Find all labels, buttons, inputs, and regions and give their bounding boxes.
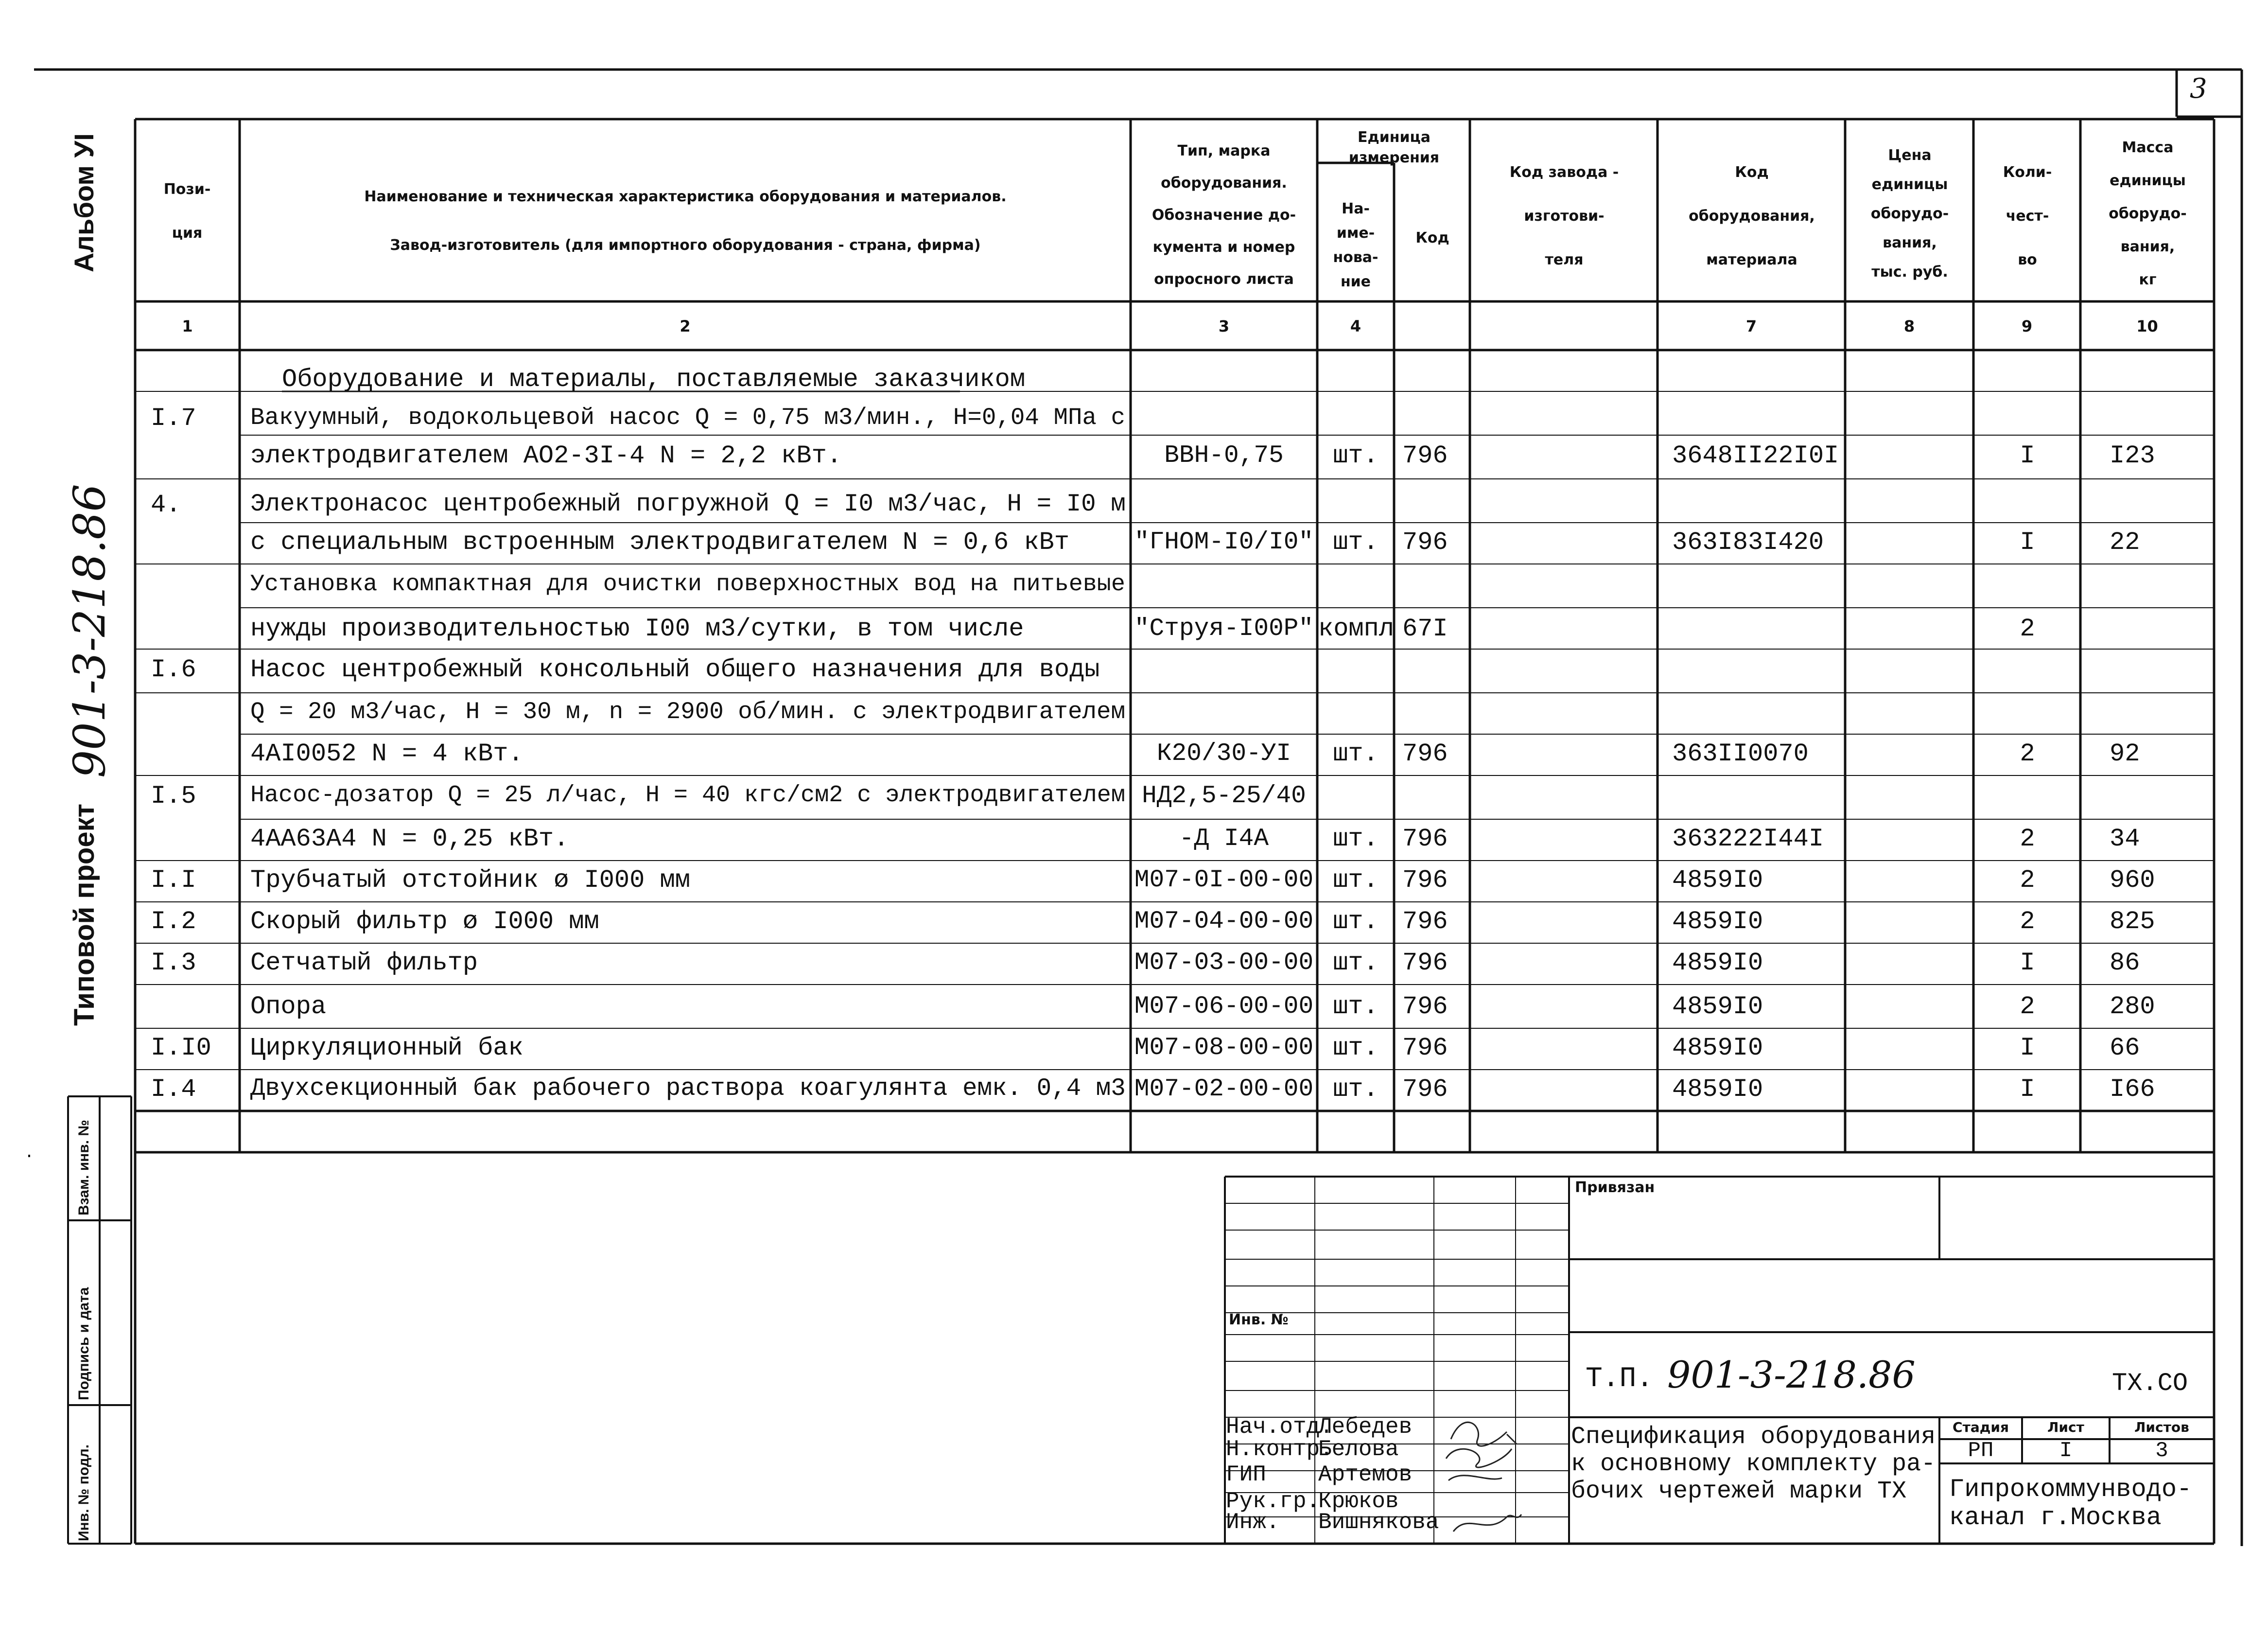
cell-unit: шт. [1333,528,1378,557]
cell-mass: 960 [2110,866,2155,895]
header-text: тыс. руб. [1871,264,1948,281]
cell-mass: 92 [2110,739,2140,768]
cell-qty: 2 [2020,615,2035,643]
organization-line: Гипрокоммунводо- [1949,1475,2192,1504]
cell-name: Вакуумный, водокольцевой насос Q = 0,75 м3/мин., Н=0,04 МПа с [250,404,1125,431]
header-text: оборудо- [2109,205,2187,222]
cell-name: Насос центробежный консольный общего назначения для воды [250,655,1100,684]
stamp-vzam-label: Взам. инв. № [76,1120,92,1215]
cell-unit-code: 796 [1402,825,1448,853]
cell-unit-code: 796 [1402,992,1448,1021]
column-number: 9 [2021,317,2033,335]
cell-type: М07-08-00-00 [1134,1034,1314,1062]
cell-mass: 22 [2110,528,2140,557]
cell-unit: шт. [1333,441,1378,470]
header-text: Коли- [2003,164,2052,181]
sheet-value: I [2059,1439,2073,1463]
cell-position: I.6 [151,655,196,684]
organization [1949,1476,2192,1532]
header-col-price [1846,141,1973,287]
sheets-label: Листов [2134,1419,2189,1435]
cell-unit-code: 67I [1402,615,1448,643]
cell-equip-code: 4859I0 [1672,1075,1763,1104]
section-title: Оборудование и материалы, поставляемые заказчиком [282,365,1026,394]
header-text: На- [1342,200,1370,217]
header-text: Код [1735,164,1769,181]
header-text: опросного листа [1154,271,1294,288]
cell-position: I.2 [151,907,196,936]
signatory-name: Лебедев [1318,1414,1413,1440]
cell-mass: I66 [2110,1075,2155,1104]
cell-type: "ГНОМ-I0/I0" [1134,528,1314,556]
cell-position: I.I [151,866,196,895]
header-text: единицы [1871,176,1948,193]
signatory-role: Нач.отд. [1226,1414,1333,1440]
cell-equip-code: 4859I0 [1672,992,1763,1021]
cell-position: I.3 [151,949,196,977]
header-text: Единица [1358,129,1431,146]
header-col-unit-name [1318,197,1393,294]
cell-unit: компл [1318,615,1395,643]
cell-name: Насос-дозатор Q = 25 л/час, Н = 40 кгс/см2 с электродвигателем [250,782,1125,809]
header-text: Пози- [163,181,211,198]
doc-title-line: Спецификация оборудования [1571,1423,1936,1451]
cell-type: -Д I4А [1179,825,1269,853]
signatory-name: Крюков [1318,1489,1399,1514]
column-number: 3 [1218,317,1230,335]
column-number: 1 [182,317,193,335]
cell-qty: I [2020,441,2035,470]
header-text: чест- [2006,208,2049,225]
cell-equip-code: 4859I0 [1672,1034,1763,1062]
cell-unit-code: 796 [1402,949,1448,977]
cell-qty: I [2020,1075,2035,1104]
column-number: 10 [2136,317,2158,335]
cell-name: Трубчатый отстойник ø I000 мм [250,866,690,895]
project-code-handwritten: 901-3-218.86 [64,484,115,778]
cell-name: Двухсекционный бак рабочего раствора коагулянта емк. 0,4 м3 [250,1075,1126,1103]
signatory-name: Вишнякова [1318,1510,1439,1535]
cell-unit: шт. [1333,1075,1378,1104]
cell-mass: 86 [2110,949,2140,977]
cell-equip-code: 363II0070 [1672,739,1809,768]
cell-position: I.5 [151,782,196,810]
cell-unit: шт. [1333,949,1378,977]
header-text: Тип, марка [1177,142,1271,159]
header-col-unit-code [1395,231,1470,246]
cell-position: I.7 [151,404,196,433]
cell-position: I.I0 [151,1034,211,1062]
inv-no-label: Инв. № [1229,1311,1289,1328]
cell-type: М07-02-00-00 [1134,1075,1314,1103]
cell-qty: 2 [2020,866,2035,895]
cell-qty: I [2020,528,2035,557]
header-text: Цена [1888,147,1932,164]
cell-equip-code: 4859I0 [1672,949,1763,977]
cell-name: 4АI0052 N = 4 кВт. [250,739,523,768]
column-number: 2 [680,317,691,335]
header-text: единицы [2110,172,2186,189]
header-col-qty [1974,151,2080,282]
cell-type: НД2,5-25/40 [1142,782,1306,810]
cell-name: с специальным встроенным электродвигателем N = 0,6 кВт [250,528,1070,557]
stage-value: РП [1968,1439,1994,1463]
header-col-equip-code [1658,151,1845,282]
cell-unit-code: 796 [1402,1034,1448,1062]
signatures-drawing [1446,1422,1521,1531]
cell-name: Q = 20 м3/час, Н = 30 м, n = 2900 об/мин. с электродвигателем [250,698,1125,725]
cell-unit: шт. [1333,907,1378,936]
tp-label: Т.П. [1586,1363,1654,1395]
cell-unit: шт. [1333,825,1378,853]
cell-name: 4АА63А4 N = 0,25 кВт. [250,825,569,853]
header-text: измерения [1348,149,1440,166]
cell-name: Скорый фильтр ø I000 мм [250,907,599,936]
cell-unit-code: 796 [1402,907,1448,936]
cell-unit-code: 796 [1402,441,1448,470]
cell-qty: I [2020,949,2035,977]
header-text: вания, [2120,238,2175,255]
cell-name: Установка компактная для очистки поверхностных вод на питьевые [250,571,1125,598]
cell-unit-code: 796 [1402,866,1448,895]
signatory-role: Н.контр. [1226,1437,1333,1462]
header-text: име- [1336,225,1375,242]
cell-position: 4. [151,491,181,519]
signatory-name: Белова [1318,1437,1399,1462]
cell-name: Циркуляционный бак [250,1034,523,1062]
album-label: Альбом УI [69,133,99,272]
doc-title-line: бочих чертежей марки ТХ [1571,1478,1907,1505]
header-col-name [243,173,1128,270]
header-text: теля [1545,251,1584,268]
sheet-number: 3 [2190,73,2207,105]
header-text: Завод-изготовитель (для импортного оборудования - страна, фирма) [390,237,981,254]
cell-mass: 825 [2110,907,2155,936]
cell-type: М07-0I-00-00 [1134,866,1314,894]
signatory-role: Инж. [1226,1510,1280,1535]
cell-type: М07-04-00-00 [1134,907,1314,935]
stamp-inv-label: Инв. № подл. [76,1444,92,1541]
cell-equip-code: 3648II22I0I [1672,441,1839,470]
header-text: Масса [2122,139,2174,156]
header-text: ние [1340,273,1371,290]
tp-code: 901-3-218.86 [1667,1353,1916,1396]
cell-equip-code: 363I83I420 [1672,528,1824,557]
cell-name: нужды производительностью I00 м3/сутки, в том числе [250,615,1024,643]
cell-equip-code: 4859I0 [1672,907,1763,936]
cell-qty: 2 [2020,992,2035,1021]
signatory-name: Артемов [1318,1462,1413,1487]
signatory-role: Рук.гр. [1226,1489,1320,1514]
cell-unit: шт. [1333,1034,1378,1062]
header-text: нова- [1333,249,1378,266]
cell-name: электродвигателем АО2-3I-4 N = 2,2 кВт. [250,441,842,470]
header-text: оборудования, [1689,208,1815,225]
stage-label: Стадия [1953,1419,2009,1435]
header-text: во [2018,251,2037,268]
header-col-factory-code [1471,151,1657,282]
cell-unit: шт. [1333,992,1378,1021]
privyazan-label: Привязан [1575,1179,1655,1196]
cell-mass: 34 [2110,825,2140,853]
header-text: оборудования. [1161,175,1287,192]
header-col-position [146,168,228,255]
cell-qty: 2 [2020,907,2035,936]
cell-unit: шт. [1333,866,1378,895]
doc-mark: ТХ.СО [2112,1369,2188,1398]
cell-unit-code: 796 [1402,739,1448,768]
cell-qty: I [2020,1034,2035,1062]
header-unit-group [1318,127,1470,168]
cell-type: М07-06-00-00 [1134,992,1314,1021]
header-text: оборудо- [1870,205,1949,222]
cell-type: ВВН-0,75 [1164,441,1284,470]
cell-mass: 66 [2110,1034,2140,1062]
cell-equip-code: 363222I44I [1672,825,1824,853]
stamp-sign-label: Подпись и дата [76,1287,92,1400]
sheets-value: 3 [2155,1439,2168,1463]
cell-type: М07-03-00-00 [1134,949,1314,977]
header-text: Код [1415,229,1449,246]
signatory-role: ГИП [1226,1462,1266,1487]
cell-equip-code: 4859I0 [1672,866,1763,895]
header-text: ция [172,225,203,242]
cell-qty: 2 [2020,739,2035,768]
organization-line: канал г.Москва [1949,1503,2162,1532]
header-col-type [1133,135,1315,296]
sheet-label: Лист [2047,1419,2084,1435]
cell-position: I.4 [151,1075,196,1104]
header-text: Код завода - [1509,164,1619,181]
column-number: 7 [1745,317,1757,335]
cell-type: "Струя-I00Р" [1134,615,1314,643]
cell-unit: шт. [1333,739,1378,768]
header-text: Наименование и техническая характеристика оборудования и материалов. [364,188,1007,205]
doc-title-line: к основному комплекту ра- [1571,1450,1936,1478]
header-text: изготови- [1524,208,1605,225]
cell-qty: 2 [2020,825,2035,853]
cell-name: Сетчатый фильтр [250,949,478,977]
project-type-label: Типовой проект [69,803,100,1026]
cell-name: Опора [250,992,327,1021]
cell-type: К20/30-УI [1156,739,1291,768]
header-text: кг [2139,271,2157,288]
column-number: 4 [1350,317,1361,335]
cell-mass: I23 [2110,441,2155,470]
header-text: материала [1706,251,1797,268]
header-text: вания, [1883,234,1937,251]
doc-title [1571,1424,1936,1505]
column-number: 8 [1903,317,1915,335]
cell-mass: 280 [2110,992,2155,1021]
header-text: кумента и номер [1152,239,1295,256]
header-col-mass [2081,131,2214,297]
header-text: Обозначение до- [1151,207,1296,224]
cell-name: Электронасос центробежный погружной Q = I0 м3/час, Н = I0 м [250,491,1126,518]
cell-unit-code: 796 [1402,1075,1448,1104]
cell-unit-code: 796 [1402,528,1448,557]
